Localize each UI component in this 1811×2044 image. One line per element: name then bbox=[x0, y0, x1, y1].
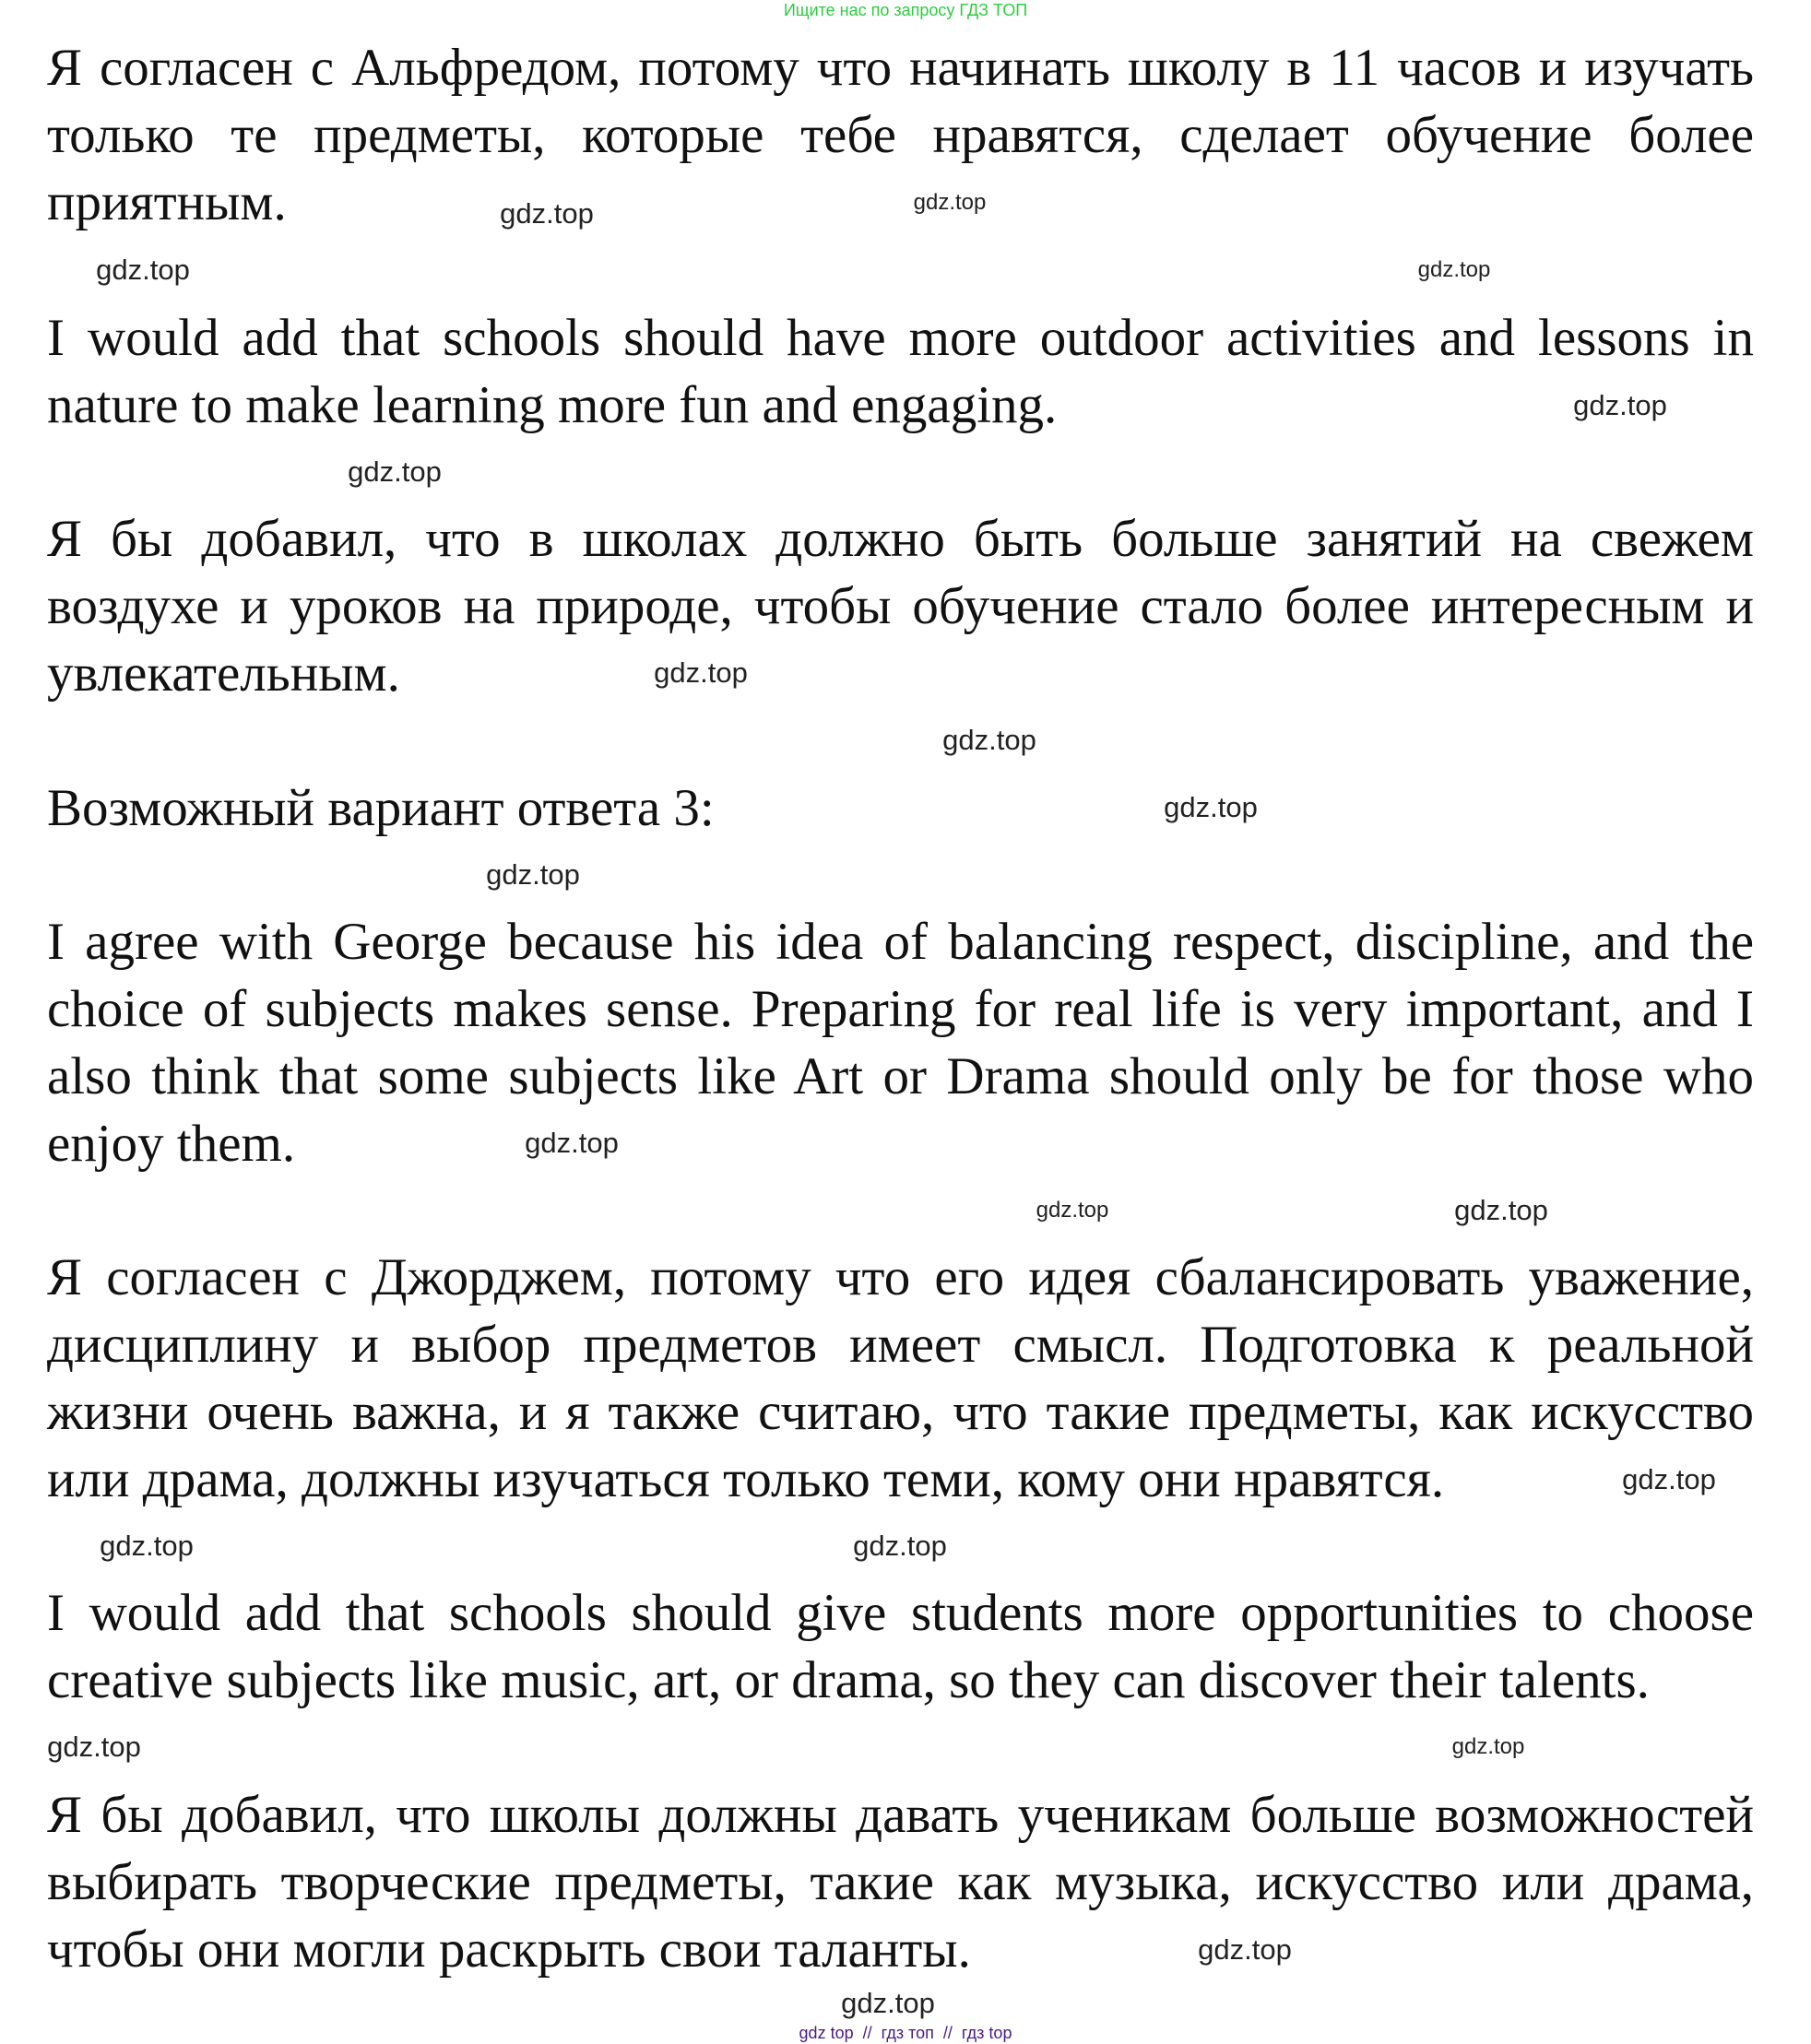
watermark: gdz.top bbox=[348, 455, 442, 488]
watermark: gdz.top bbox=[525, 1127, 619, 1159]
watermark: gdz.top bbox=[47, 1731, 141, 1763]
footer-banner: gdz top // гдз топ // гдз top bbox=[799, 2024, 1012, 2042]
watermark: gdz.top bbox=[1036, 1198, 1109, 1223]
answer-paragraph-ru-2: Я бы добавил, что в школах должно быть больше занятий на свежем воздухе и уроков на природе, чтобы обучение стало более интересным и увлекательным. bbox=[47, 510, 1754, 703]
answer-paragraph-ru-4: Я бы добавил, что школы должны давать ученикам больше возможностей выбирать творческие предметы, такие как музыка, искусство или драма, чтобы они могли раскрыть свои таланты. bbox=[47, 1786, 1754, 1979]
watermark: gdz.top bbox=[853, 1530, 947, 1562]
watermark: gdz.top bbox=[1573, 389, 1667, 421]
answer-paragraph-ru-1: Я согласен с Альфредом, потому что начинать школу в 11 часов и изучать только те предметы, которые тебе нравятся, сделает обучение более приятным. bbox=[47, 39, 1754, 231]
watermark: gdz.top bbox=[100, 1530, 194, 1562]
answer-paragraph-en-2: I would add that schools should have more outdoor activities and lessons in nature to make learning more fun and engaging. bbox=[47, 309, 1754, 434]
watermark: gdz.top bbox=[1164, 791, 1258, 823]
watermark: gdz.top bbox=[1198, 1933, 1292, 1966]
watermark: gdz.top bbox=[654, 656, 748, 689]
watermark: gdz.top bbox=[1454, 1194, 1548, 1226]
watermark: gdz.top bbox=[486, 858, 580, 891]
watermark: gdz.top bbox=[1622, 1463, 1716, 1495]
header-banner: Ищите нас по запросу ГДЗ ТОП bbox=[783, 1, 1028, 19]
answer-paragraph-ru-3: Я согласен с Джорджем, потому что его идея сбалансировать уважение, дисциплину и выбор предметов имеет смысл. Подготовка к реальной жизни очень важна, и я также считаю, что такие предметы, как искусство или драма, должны изучаться только теми, кому они нравятся. bbox=[47, 1248, 1754, 1508]
watermark: gdz.top bbox=[841, 1987, 935, 2019]
watermark: gdz.top bbox=[913, 190, 987, 215]
watermark: gdz.top bbox=[500, 197, 594, 230]
watermark: gdz.top bbox=[96, 254, 190, 286]
watermark: gdz.top bbox=[1451, 1734, 1525, 1759]
watermark: gdz.top bbox=[1417, 257, 1491, 282]
variant-heading: Возможный вариант ответа 3: bbox=[47, 779, 715, 837]
answer-paragraph-en-4: I would add that schools should give students more opportunities to choose creative subjects like music, art, or drama, so they can discover their talents. bbox=[47, 1584, 1754, 1709]
watermark: gdz.top bbox=[942, 724, 1036, 756]
answer-paragraph-en-3: I agree with George because his idea of balancing respect, discipline, and the choice of subjects makes sense. Preparing for real life is very important, and I also think that some subjects like Art or Drama should only be for those who enjoy them. bbox=[47, 913, 1754, 1173]
